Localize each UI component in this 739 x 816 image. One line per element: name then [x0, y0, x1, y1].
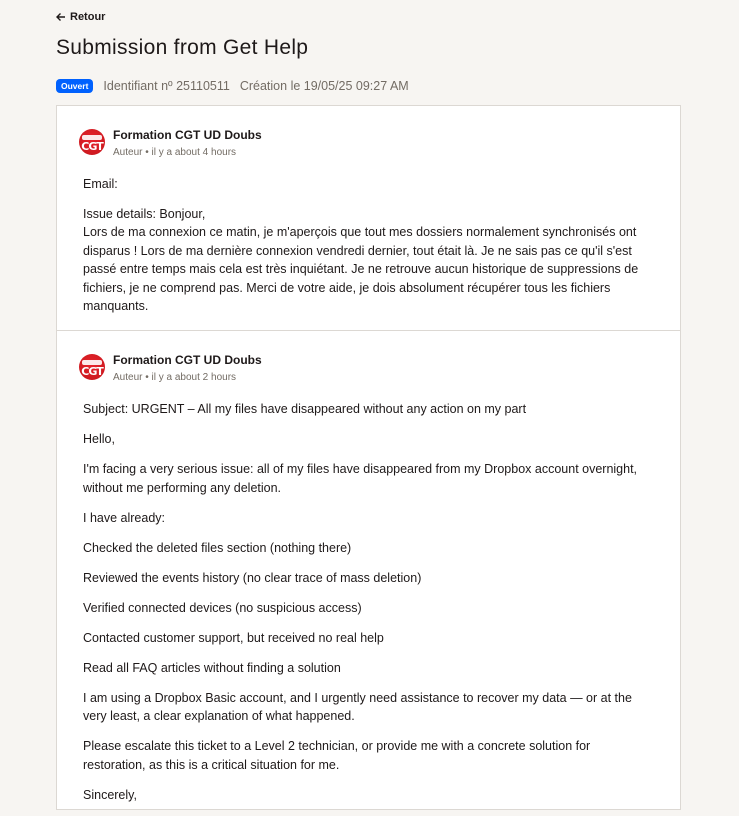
page-title: Submission from Get Help — [56, 36, 309, 59]
message-paragraph: Subject: URGENT – All my files have disappeared without any action on my part — [83, 402, 527, 416]
message-paragraph: I have already: — [83, 510, 165, 525]
message-paragraph: Verified connected devices (no suspicious access) — [83, 600, 362, 615]
message-paragraph: Please escalate this ticket to a Level 2 technician, or provide me with a concrete solution for restoration, as this is a critical situation for me. — [83, 739, 591, 772]
message-paragraph: Reviewed the events history (no clear trace of mass deletion) — [83, 570, 422, 585]
message-card — [56, 105, 681, 331]
author-name: Formation CGT UD Doubs — [113, 353, 262, 367]
ticket-created: Création le 19/05/25 09:27 AM — [239, 79, 409, 93]
message-card — [56, 330, 681, 810]
message-paragraph: I'm facing a very serious issue: all of my files have disappeared from my Dropbox account overnight, without me performing any deletion. — [83, 462, 638, 495]
status-badge: Ouvert — [56, 79, 93, 93]
message-paragraph: Checked the deleted files section (nothing there) — [83, 540, 352, 555]
ticket-meta — [56, 79, 409, 93]
author-meta: Auteur • il y a about 4 hours — [113, 147, 237, 158]
avatar-logo-text: CGT — [81, 140, 103, 153]
avatar — [79, 354, 105, 380]
message-paragraph: Hello, — [83, 432, 115, 446]
message-paragraph: Issue details: Bonjour, Lors de ma connexion ce matin, je m'aperçois que tout mes dossiers normalement synchronisés ont disparus ! Lors de ma dernière connexion vendredi dernier, tout était là. Je ne sais pas ce qu'il s'est passé entre temps mais cela est très inquiétant. Je ne retrouve aucun historique de suppressions de fichiers, je ne comprend pas. Merci de votre aide, je dois absolument récupérer tous les fichiers manquants. — [83, 206, 639, 313]
message-paragraph: Contacted customer support, but received no real help — [83, 630, 384, 645]
back-label: Retour — [70, 11, 106, 23]
message-paragraph: Sincerely, — [83, 787, 137, 802]
message-body — [83, 400, 642, 816]
author-name: Formation CGT UD Doubs — [113, 128, 262, 142]
message-author — [79, 128, 262, 158]
message-paragraph: Read all FAQ articles without finding a solution — [83, 660, 341, 675]
message-paragraph: I am using a Dropbox Basic account, and I urgently need assistance to recover my data — or at the very least, a clear explanation of what happened. — [83, 690, 632, 723]
author-meta: Auteur • il y a about 2 hours — [113, 372, 237, 383]
ticket-identifier: Identifiant nº 25110511 — [103, 79, 230, 93]
avatar — [79, 129, 105, 155]
avatar-logo-text: CGT — [81, 365, 103, 378]
arrow-left-icon — [56, 12, 66, 22]
message-paragraph: Email: — [83, 177, 118, 191]
message-body — [83, 175, 642, 327]
back-link[interactable] — [56, 11, 105, 23]
message-author — [79, 353, 262, 383]
